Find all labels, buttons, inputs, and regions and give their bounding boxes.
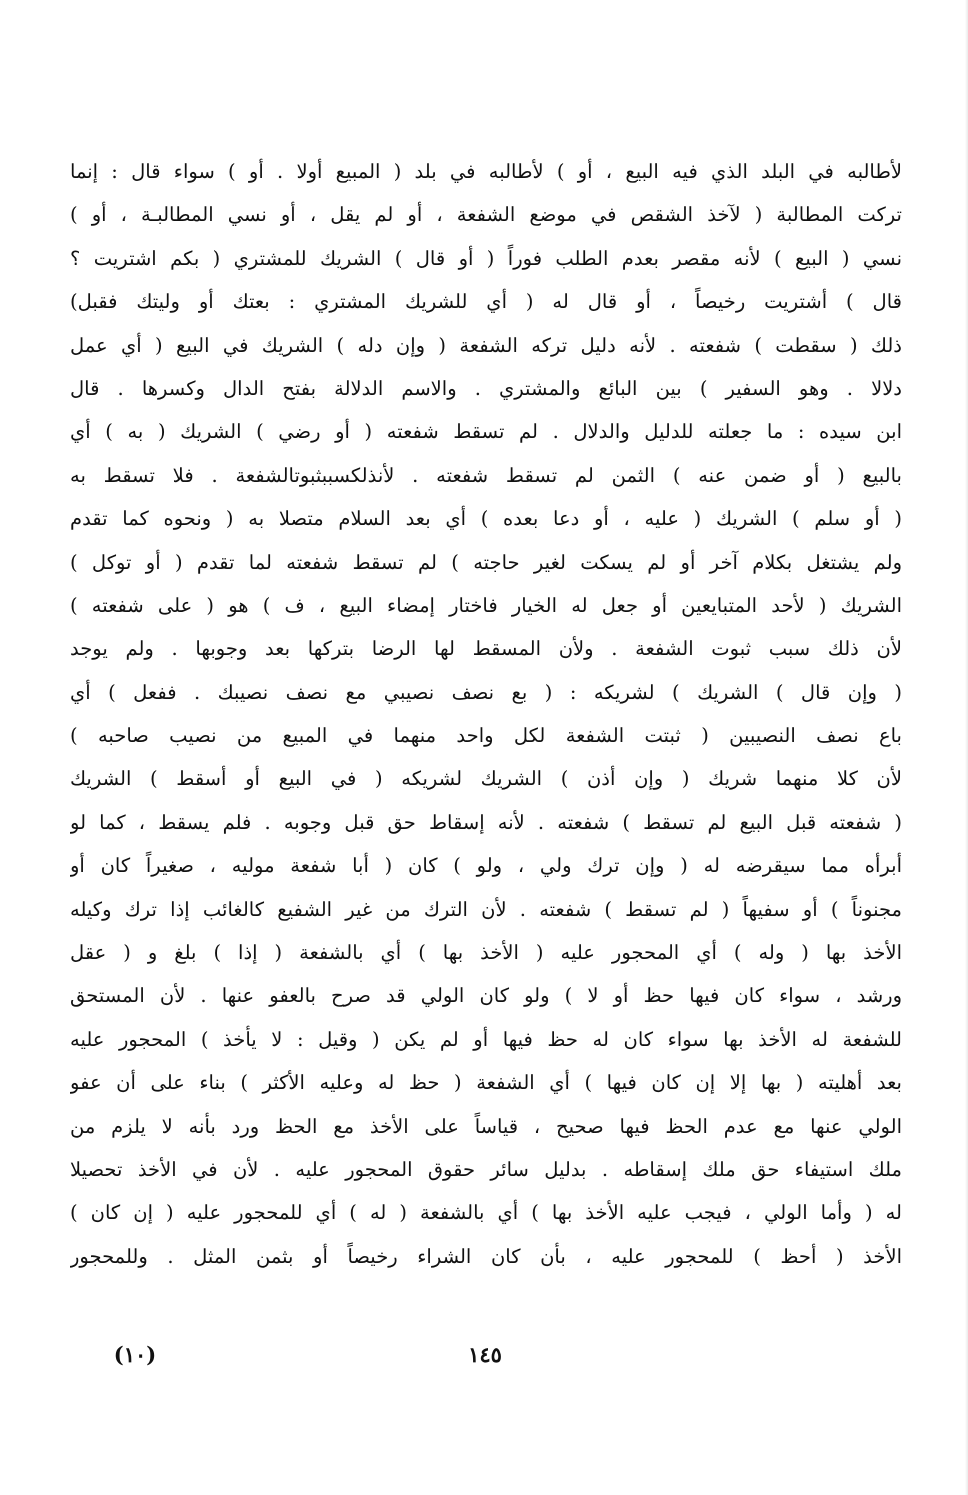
- text-line: للشفعة له الأخذ بها سواء كان له حظ فيها أو لم يكن ( وقيل : لا يأخذ ) المحجور عليه: [70, 1027, 902, 1051]
- text-line: لأطالبه في البلد الذي فيه البيع ، أو ) لأطالبه في بلد ( المبيع أولا . أو ) سواء قال : إنما: [70, 160, 902, 183]
- text-line: بالبيع ( أو ضمن عنه ) الثمن لم تسقط شفعته . لأنذلكسببثبوتالشفعة . فلا تسقط به: [70, 463, 902, 487]
- text-line: ولم يشتغل بكلام آخر أو لم يسكت لغير حاجته ) لم تسقط شفعته لما تقدم ( أو توكل ): [70, 550, 902, 574]
- signature-mark: (١٠): [113, 1342, 157, 1367]
- text-line: ورشد ، سواء كان فيها حظ أو لا ) ولو كان الولي قد صرح بالعفو عنها . لأن المستحق: [70, 984, 902, 1008]
- text-line: مجنوناً ) أو سفيهاً ( لم تسقط ) شفعته . لأن الترك من غير الشفيع كالغائب إذا ترك وكيله: [70, 897, 902, 921]
- text-line: الشريك ( لأحد المتبايعين أو جعل له الخيار فاختار إمضاء البيع ، ف ) هو ( على شفعته ): [70, 593, 902, 617]
- text-line: الولي عنها مع عدم الحظ فيها صحيح ، قياساً على الأخذ مع الحظ ورد بأنه لا يلزم من: [70, 1114, 902, 1138]
- body-text: [70, 150, 902, 1278]
- text-line: الأخذ بها ( وله ) أي المحجور عليه ( الأخذ بها ) أي بالشفعة ( إذا ) بلغ و ( عقل: [70, 941, 902, 965]
- text-line: دلالا . وهو السفير ) بين البائع والمشتري . والاسم الدلالة بفتح الدال وكسرها . قال: [70, 376, 902, 400]
- text-line: أبرأه مما سيقرضه له ( وإن ترك ولي ، ولو ) كان ( أبا شفعة موليه ، صغيراً كان أو: [70, 854, 902, 878]
- text-line: ( وإن قال ) الشريك ) لشريكه : ( بع نصف نصيبي مع نصف نصيبك . ففعل ) أي: [70, 680, 902, 704]
- text-line: تركت المطالبة ( لآخذ الشقص في موضع الشفعة ، أو لم يقل ، أو نسي المطالبـة ، أو ): [70, 203, 902, 227]
- text-line: باع نصف النصيبين ( ثبتت الشفعة لكل واحد منهما في المبيع من نصيب صاحبه ): [70, 724, 902, 748]
- text-line: ذلك ( سقطت ) شفعته . لأنه دليل تركه الشفعة ( وإن دله ) الشريك في البيع ( أي عمل: [70, 333, 902, 357]
- text-line: ملك استيفاء حق ملك إسقاطه . بدليل سائر حقوق المحجور عليه . لأن في الأخذ تحصيلا: [70, 1157, 902, 1181]
- text-line: ( أو سلم ) الشريك ( عليه ، أو دعا بعده ) أي بعد السلام متصلا به ( ونحوه كما تقدم: [70, 507, 902, 531]
- text-line: ابن سيده : ما جعلته للدليل والدلال . لم تسقط شفعته ( أو رضي ) الشريك ( به ) أي: [70, 420, 902, 444]
- text-line: لأن كلا منهما شريك ( وإن أذن ) الشريك لشريكه ( في البيع أو أسقط ) الشريك: [70, 767, 902, 791]
- text-line: نسي ( البيع ) لأنه مقصر بعدم الطلب فوراً ( أو قال ) الشريك للمشتري ( بكم اشتريت ؟: [70, 246, 902, 270]
- text-line: لأن ذلك سبب ثبوت الشفعة . ولأن المسقط لها الرضا بتركها بعد وجوبها . ولم يوجد: [70, 637, 902, 661]
- text-line: بعد أهليته ( بها إلا إن كان فيها ) أي الشفعة ( حظ له وعليه الأكثر ) بناء على أن عفو: [70, 1071, 902, 1095]
- text-line: ( شفعته قبل البيع لم تسقط ) شفعته . لأنه إسقاط حق قبل وجوبه . فلم يسقط ، كما لو: [70, 810, 902, 834]
- text-line: قال ) أشتريت رخيصاً ، أو قال له ( أي للشريك المشتري : بعتك أو وليتك فقبل): [70, 290, 902, 314]
- page-number: ١٤٥: [468, 1342, 502, 1367]
- text-line: له ( وأما الولي ، فيجب عليه الأخذ بها ) أي بالشفعة ( له ) أي للمحجور عليه ( إن كان ): [70, 1201, 902, 1225]
- text-line: الأخذ ( أحظ ) للمحجور عليه ، بأن كان الشراء رخيصاً أو بثمن المثل . وللمحجور: [70, 1244, 902, 1268]
